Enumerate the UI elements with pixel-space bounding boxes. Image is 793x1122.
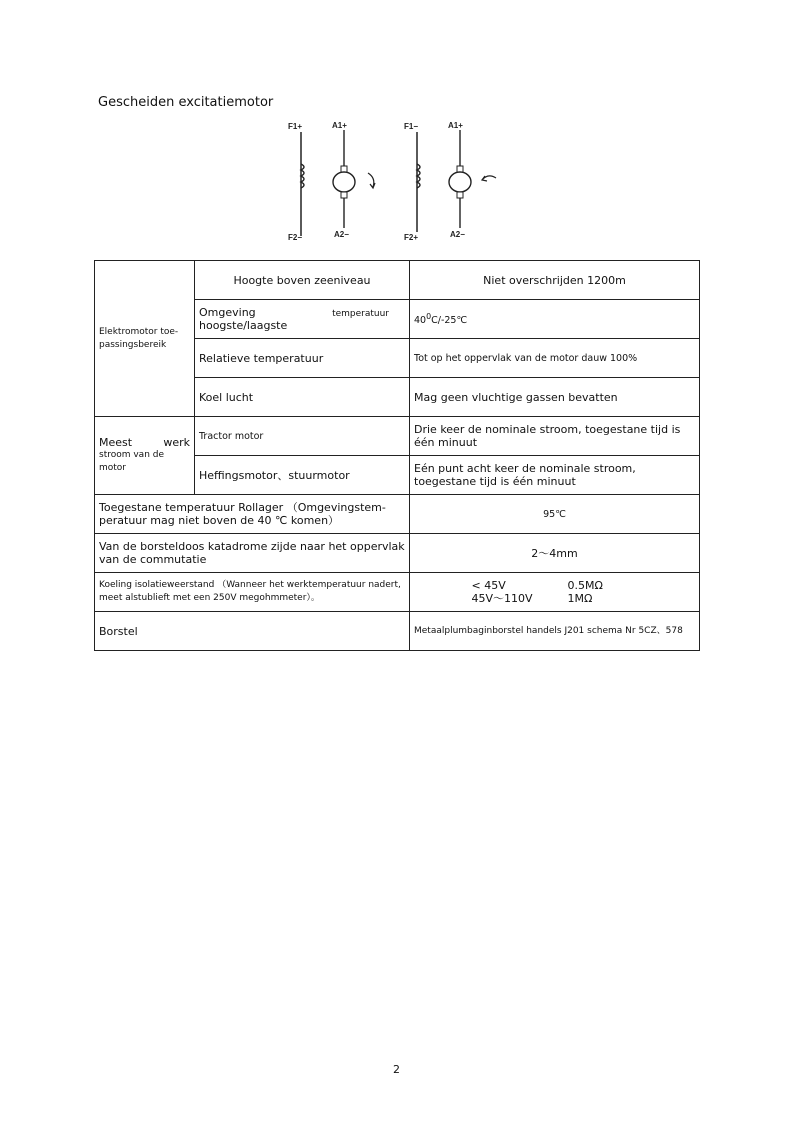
value-temp-num: 40 — [414, 315, 427, 327]
insulation-value-2: 1MΩ — [567, 592, 593, 605]
rotation-arrow-icon — [370, 183, 375, 188]
param-brush: Borstel — [95, 612, 410, 651]
label-right-a-bottom: A2− — [450, 230, 465, 239]
value-brush-distance: 2～4mm — [410, 534, 700, 573]
param-cooling-air: Koel lucht — [195, 378, 410, 417]
page-number: 2 — [393, 1063, 400, 1076]
insulation-value-1: 0.5MΩ — [567, 579, 603, 592]
table-row — [95, 573, 700, 612]
param-lifting-motor: Heffingsmotor、stuurmotor — [195, 456, 410, 495]
param-temperature-word: temperatuur — [332, 309, 389, 319]
section-heading: Gescheiden excitatiemotor — [98, 95, 274, 110]
insulation-range-2: 45V～110V — [471, 592, 533, 605]
label-left-f-top: F1+ — [288, 122, 303, 131]
value-brush: Metaalplumbaginborstel handels J201 schema Nr 5CZ、578 — [410, 612, 700, 651]
group-working-current — [95, 417, 195, 495]
label-left-a-top: A1+ — [332, 121, 347, 130]
param-relative-temperature: Relatieve temperatuur — [195, 339, 410, 378]
label-right-a-top: A1+ — [448, 121, 463, 130]
param-insulation-resistance: Koeling isolatieweerstand （Wanneer het werktemperatuur nadert, meet alstublieft met een 250V megohmmeter）。 — [95, 573, 410, 612]
table-row — [95, 261, 700, 300]
group-word-meest: Meest — [99, 436, 133, 449]
value-temp-rest: C/-25℃ — [431, 315, 468, 327]
motor-wiring-diagram — [282, 116, 512, 244]
param-ambient-temperature — [195, 300, 410, 339]
label-right-f-bottom: F2+ — [404, 233, 419, 242]
diagram-right — [404, 121, 496, 242]
value-bearing-temperature: 95℃ — [410, 495, 700, 534]
table-row — [95, 417, 700, 456]
value-relative-temperature: Tot op het oppervlak van de motor dauw 100% — [410, 339, 700, 378]
table-row — [95, 495, 700, 534]
label-left-a-bottom: A2− — [334, 230, 349, 239]
value-altitude: Niet overschrijden 1200m — [410, 261, 700, 300]
param-ambient-word: Omgeving — [199, 306, 256, 319]
param-tractor-motor: Tractor motor — [195, 417, 410, 456]
value-ambient-temperature — [410, 300, 700, 339]
param-altitude: Hoogte boven zeeniveau — [195, 261, 410, 300]
table-row — [95, 534, 700, 573]
group-application-range: Elektromotor toe-passingsbereik — [95, 261, 195, 417]
insulation-range-1: < 45V — [471, 579, 506, 592]
label-right-f-top: F1− — [404, 122, 419, 131]
label-left-f-bottom: F2− — [288, 233, 303, 242]
param-bearing-temperature: Toegestane temperatuur Rollager （Omgevingstem-peratuur mag niet boven de 40 ℃ komen） — [95, 495, 410, 534]
table-row — [95, 612, 700, 651]
group-word-stroom: stroom van de motor — [99, 450, 165, 473]
value-lifting-motor: Eén punt acht keer de nominale stroom, toegestane tijd is één minuut — [410, 456, 700, 495]
diagram-left — [288, 121, 375, 242]
param-highest-lowest: hoogste/laagste — [199, 319, 288, 332]
value-temp-sup: 0 — [426, 312, 432, 322]
value-cooling-air: Mag geen vluchtige gassen bevatten — [410, 378, 700, 417]
value-tractor-motor: Drie keer de nominale stroom, toegestane tijd is één minuut — [410, 417, 700, 456]
specification-table — [94, 260, 700, 651]
group-word-werk: werk — [163, 436, 190, 449]
param-brush-distance: Van de borsteldoos katadrome zijde naar het oppervlak van de commutatie — [95, 534, 410, 573]
value-insulation-resistance — [410, 573, 700, 612]
